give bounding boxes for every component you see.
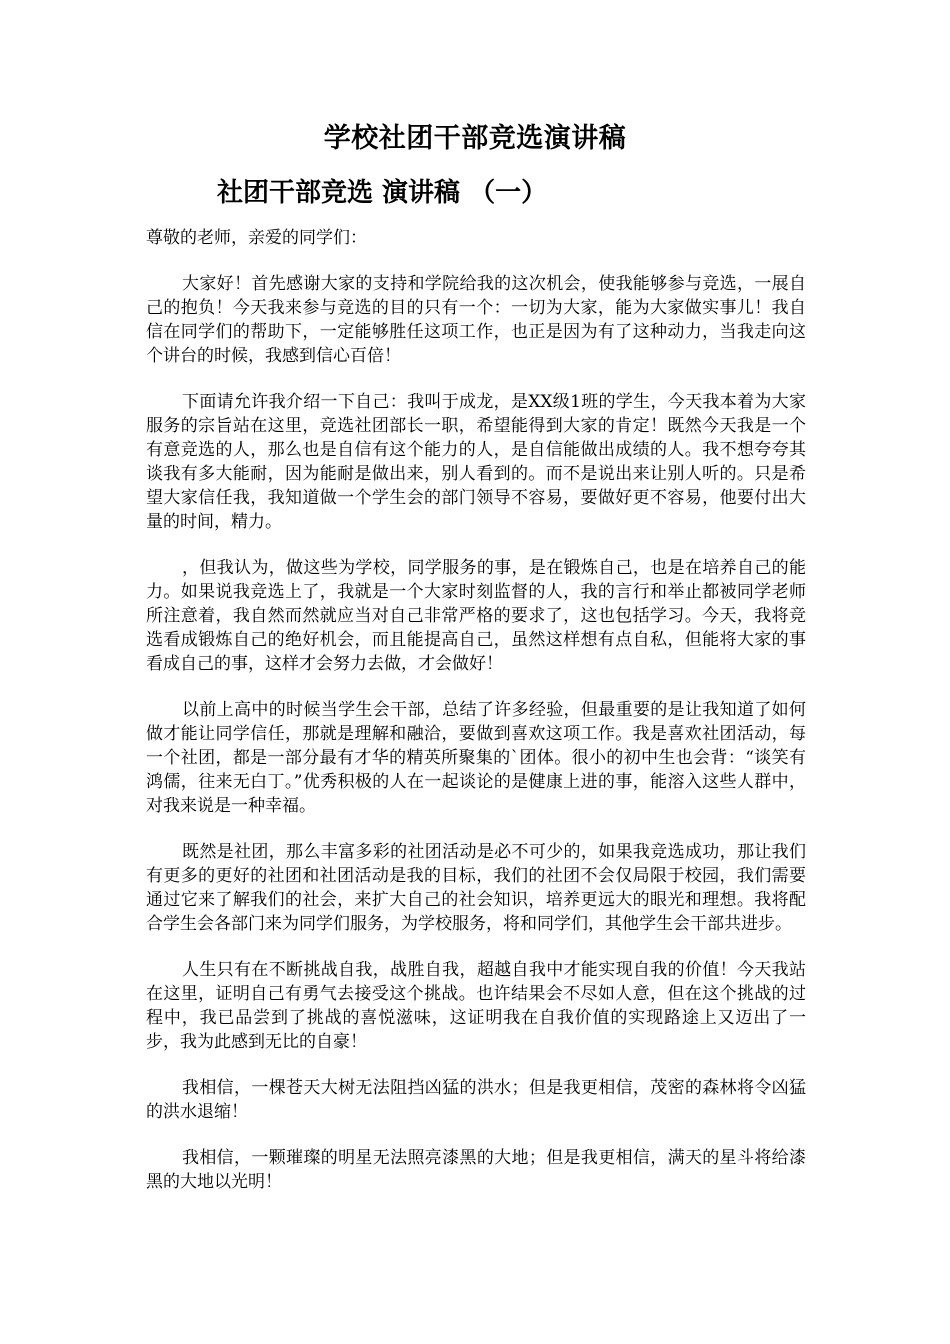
- paragraph-7: 我相信，一棵苍天大树无法阻挡凶猛的洪水；但是我更相信，茂密的森林将令凶猛的洪水退缩！: [146, 1078, 806, 1122]
- paragraph-3: ，但我认为，做这些为学校，同学服务的事，是在锻炼自己，也是在培养自己的能力。如果说我竞选上了，我就是一个大家时刻监督的人，我的言行和举止都被同学老师所注意着，我自然而然就应当对自己非常严格的要求了，这也包括学习。今天，我将竞选看成锻炼自己的绝好机会，而且能提高自己，虽然这样想有点自私，但能将大家的事看成自己的事，这样才会努力去做，才会做好！: [146, 558, 806, 674]
- paragraph-4: 以前上高中的时候当学生会干部，总结了许多经验，但最重要的是让我知道了如何做才能让同学信任，那就是理解和融洽，要做到喜欢这项工作。我是喜欢社团活动，每一个社团，都是一部分最有才华的精英所聚集的`团体。很小的初中生也会背：“谈笑有鸿儒，往来无白丁。”优秀积极的人在一起谈论的是健康上进的事，能溶入这些人群中，对我来说是一种幸福。: [146, 700, 806, 816]
- paragraph-6: 人生只有在不断挑战自我，战胜自我，超越自我中才能实现自我的价值！今天我站在这里，证明自己有勇气去接受这个挑战。也许结果会不尽如人意，但在这个挑战的过程中，我已品尝到了挑战的喜悦滋味，这证明我在自我价值的实现路途上又迈出了一步，我为此感到无比的自豪！: [146, 960, 806, 1052]
- paragraph-2: 下面请允许我介绍一下自己：我叫于成龙，是XX级1班的学生，今天我本着为大家服务的宗旨站在这里，竞选社团部长一职，希望能得到大家的肯定！既然今天我是一个有意竞选的人，那么也是自信有这个能力的人，是自信能做出成绩的人。我不想夸夸其谈我有多大能耐，因为能耐是做出来，别人看到的。而不是说出来让别人听的。只是希望大家信任我，我知道做一个学生会的部门领导不容易，要做好更不容易，他要付出大量的时间，精力。: [146, 392, 806, 532]
- paragraph-5: 既然是社团，那么丰富多彩的社团活动是必不可少的，如果我竞选成功，那让我们有更多的更好的社团和社团活动是我的目标，我们的社团不会仅局限于校园，我们需要通过它来了解我们的社会，来扩大自己的社会知识，培养更远大的眼光和理想。我将配合学生会各部门来为同学们服务，为学校服务，将和同学们，其他学生会干部共进步。: [146, 842, 806, 934]
- document-title: 学校社团干部竞选演讲稿: [323, 123, 627, 154]
- paragraph-1: 大家好！首先感谢大家的支持和学院给我的这次机会，使我能够参与竞选，一展自己的抱负！今天我来参与竞选的目的只有一个：一切为大家，能为大家做实事儿！我自信在同学们的帮助下，一定能够胜任这项工作，也正是因为有了这种动力，当我走向这个讲台的时候，我感到信心百倍！: [146, 274, 806, 366]
- document-body: [146, 226, 806, 1216]
- paragraph-8: 我相信，一颗璀璨的明星无法照亮漆黑的大地；但是我更相信，满天的星斗将给漆黑的大地以光明！: [146, 1148, 806, 1192]
- section-title: 社团干部竞选 演讲稿 （一）: [217, 178, 548, 208]
- greeting-line: 尊敬的老师，亲爱的同学们：: [146, 228, 367, 248]
